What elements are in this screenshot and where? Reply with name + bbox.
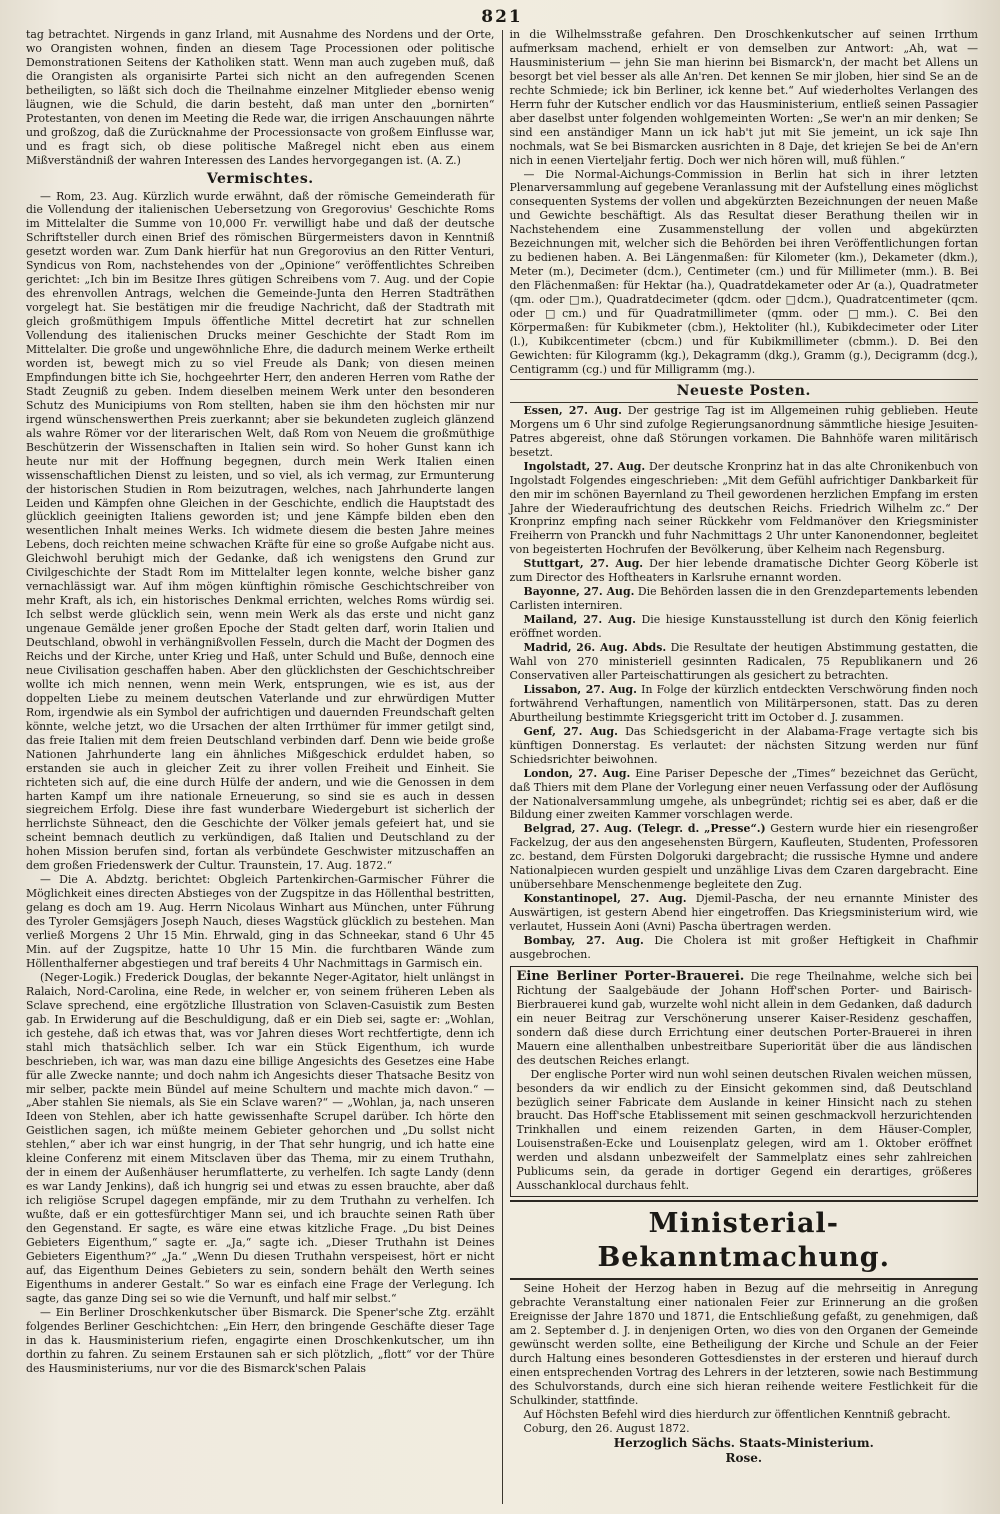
divider [510,1278,979,1280]
news-text: Gestern wurde hier ein riesengroßer Fackelzug, der aus den angesehensten Bürgern, Kaufleuten, Studenten, Professoren zc. bestand, dem Fürsten Dolgoruki dargebracht; die russische Hymne und andere Nationalpiecen wurden gespielt und unzählige Livas dem Czaren dargebracht. Eine unübersehbare Menschenmenge begleitete den Zug. [509,822,978,892]
news-dateline: London, 27. Aug. [523,766,631,780]
news-text: In Folge der kürzlich entdeckten Verschwörung finden noch fortwährend Verhaftungen, namentlich von Militärpersonen, statt. Das zu deren Aburtheilung bestimmte Kriegsgericht tritt im October d. J. zusammen. [509,682,978,724]
news-dateline: Madrid, 26. Aug. Abds. [523,641,667,655]
news-post [510,460,979,558]
news-dateline: Ingolstadt, 27. Aug. [523,459,646,473]
news-text: Die Resultate der heutigen Abstimmung gestatten, die Wahl von 270 ministeriell gesinnten Radicalen, 75 Republikanern und 26 Conservativen aller Parteischattirungen als gesichert zu betrachten. [509,641,978,682]
news-text: Der gestrige Tag ist im Allgemeinen ruhig geblieben. Heute Morgens um 6 Uhr sind zufolge Regierungsanordnung sämmtliche hiesige Jesuiten-Patres abgereist, ohne daß Störungen vorkamen. Die Bahnhöfe waren militärisch besetzt. [509,403,978,459]
news-dateline: Belgrad, 27. Aug. (Telegr. d. „Presse“.) [523,822,766,836]
news-text: Der hier lebende dramatische Dichter Georg Köberle ist zum Director des Hoftheaters in Karlsruhe ernannt worden. [509,557,978,585]
news-dateline: Stuttgart, 27. Aug. [523,557,644,571]
news-dateline: Bayonne, 27. Aug. [523,585,635,599]
section-heading-miscellaneous: Vermischtes. [206,170,314,187]
article-berlin-coachman: — Ein Berliner Droschkenkutscher über Bismarck. Die Spener'sche Ztg. erzählt folgendes Berliner Geschichtchen: „Ein Herr, den bringende Geschäfte dieser Tage in das k. Hausministerium riefen, engagirte einen Droschkenkutscher, um ihn dorthin zu fahren. Zu seinem Erstaunen sah er sich plötzlich, „flott“ vor der Thüre des Hausministeriums, nur vor die des Bismarck'schen Palais [26,1305,495,1375]
divider [510,402,979,403]
news-post [510,767,979,823]
announcement-authority: Herzoglich Sächs. Staats-Ministerium. [613,1435,874,1450]
news-dateline: Bombay, 27. Aug. [523,934,644,948]
announcement-signature: Rose. [725,1450,763,1465]
news-post [510,641,979,683]
news-dateline: Mailand, 27. Aug. [523,613,636,627]
article-negro-logic: (Neger-Logik.) Frederick Douglas, der bekannte Neger-Agitator, hielt unlängst in Ralaich, Nord-Carolina, eine Rede, in welcher er, von seinem früheren Leben als Sclave sprechend, eine ergötzliche Illustration von Sclaven-Casuistik zum Besten gab. In Erwiderung auf die Beschuldigung, daß er ein Dieb sei, sagte er: „Wohlan, ich gestehe, daß ich etwas that, was vor Jahren dieses Wort rechtfertigte, denn ich stahl mich thatsächlich selber. Ich war ein Stück Eigenthum, ich wurde beschrieben, ich war, was man dazu eine billige Angesichts des Gesetzes eine Habe für alle Zwecke nannte; und doch nahm ich Angesichts dieser Thatsache Besitz von mir selber, packte mein Bündel auf meine Schultern und machte mich davon.“ — „Aber stahlen Sie niemals, als Sie ein Sclave waren?“ — „Wohlan, ja, nach unseren Ideen von Stehlen, aber ich hatte gewissenhafte Scrupel darüber. Ich hörte den Geistlichen sagen, ich müßte meinem Gebieter gehorchen und „Du sollst nicht stehlen,“ aber ich war einst hungrig, in der That sehr hungrig, und ich hatte eine kleine Conferenz mit einem Mitsclaven über das Thema, mir zu einem Truthahn, der in einem der Außenhäuser herumflatterte, zu verhelfen. Ich sagte Landy (denn es war Landy Jenkins), daß ich hungrig sei und etwas zu essen brauchte, aber daß ich religiöse Scrupel dagegen empfände, mir zu dem Truthahn zu verhelfen. Ich wußte, daß er ein gottesfürchtiger Mann sei, und ich brauchte seinen Rath über den Gegenstand. Er sagte, es wäre eine etwas kitzliche Frage. „Du bist Deines Gebieters Eigenthum,“ sagte er. „Ja,“ sagte ich. „Dieser Truthahn ist Deines Gebieters Eigenthum?“ „Ja.“ „Wenn Du diesen Truthahn verspeisest, hört er nicht auf, das Eigenthum Deines Gebieters zu sein, sondern behält den Werth seines Eigenthums in anderer Gestalt.“ So war es einfach eine Frage der Verlegung. Ich sagte, das ganze Ding sei so wie die Vernunft, und half mir selbst.“ [26,970,495,1305]
news-text: Die Cholera ist mit großer Heftigkeit in Chafhmir ausgebrochen. [509,934,978,961]
section-heading-latest-news: Neueste Posten. [676,382,811,399]
news-text: Eine Pariser Depesche der „Times“ bezeichnet das Gerücht, daß Thiers mit dem Plane der Vorlegung einer neuen Verfassung oder der Auflösung der Nationalversammlung umgehe, als unbegründet; richtig sei es aber, daß er die Bildung einer zweiten Kammer vorschlagen werde. [509,766,978,822]
news-post [510,683,979,725]
irish-report-end: tag betrachtet. Nirgends in ganz Irland, mit Ausnahme des Nordens und der Orte, wo Orangisten wohnen, finden an diesem Tage Processionen oder politische Demonstrationen Seitens der Katholiken statt. Wenn man auch zugeben muß, daß die Orangisten als organisirte Partei sich nicht an den aufregenden Scenen betheiligten, so läßt sich doch die Theilnahme einzelner Mitglieder ebenso wenig läugnen, wie die Schuld, die darin besteht, daß man unter den „bornirten“ Protestanten, von denen im Meeting die Rede war, die irrigen Anschauungen nährte und großzog, daß die Zurücknahme der Processionsacte von großem Einflusse war, und es fragt sich, ob diese politische Maßregel nicht eben aus einem Mißverständniß der wahren Interessen des Landes hervorgegangen ist. (A. Z.) [26,28,495,167]
news-post [510,557,979,585]
news-post [510,934,979,962]
news-post [510,725,979,767]
article-zugspitze: — Die A. Abdztg. berichtet: Obgleich Partenkirchen-Garmischer Führer die Möglichkeit eines directen Abstieges von der Zugspitze in das Höllenthal bestritten, gelang es doch am 19. Aug. Herrn Nicolaus Winhart aus München, unter Führung des Tyroler Gemsjägers Joseph Nauch, dieses Wagstück glücklich zu bestehen. Man verließ Morgens 2 Uhr 15 Min. Ehrwald, ging in das Schneekar, stand 6 Uhr 45 Min. auf der Zugspitze, hatte 10 Uhr 15 Min. die furchtbaren Wände zum Höllenthalferner abgestiegen und traf bereits 4 Uhr Nachmittags in Garmisch ein. [26,873,495,970]
news-text: Djemil-Pascha, der neu ernannte Minister des Auswärtigen, ist gestern Abend hier eingetroffen. Das Kriegsministerium wird, wie verlautet, Hussein Aoni (Avni) Pascha übertragen werden. [509,892,978,934]
ad-paragraph [517,970,973,1068]
advertisement-box [510,966,979,1197]
news-dateline: Genf, 27. Aug. [523,724,618,738]
berlin-coachman-continued: in die Wilhelmsstraße gefahren. Den Droschkenkutscher auf seinen Irrthum aufmerksam machend, erhielt er von demselben zur Antwort: „Ah, wat — Hausministerium — jehn Sie man hierinn bei Bismarck'n, der macht bet Allens un besorgt bet viel besser als alle An'ren. Det kennen Se mir jloben, hier sind Se an de rechte Schmiede; ick bin Berliner, ick kenne bet.“ Auf wiederholtes Verlangen des Herrn fuhr der Kutscher endlich vor das Hausministerium, entließ seinen Passagier aber daselbst unter folgenden wohlgemeinten Worten: „Se wer'n an mir denken; Se sind een anständiger Mann un ick hab't jut mit Sie jemeint, un ick saje Ihn nochmals, wat Se bei Bismarcken ausrichten in 8 Daje, det kriejen Se bei de An'ern nich in eenen Vierteljahr fertig. Doch wer nich hören will, muß fühlen.“ [509,28,978,167]
news-text: Die hiesige Kunstausstellung ist durch den König feierlich eröffnet worden. [509,613,978,641]
divider [510,1200,979,1202]
news-dateline: Konstantinopel, 27. Aug. [523,892,687,906]
news-post [510,613,979,641]
divider [510,379,979,380]
news-post [510,585,979,613]
announcement-order: Auf Höchsten Befehl wird dies hierdurch zur öffentlichen Kenntniß gebracht. [523,1407,951,1421]
right-column [503,28,979,1504]
news-dateline: Lissabon, 27. Aug. [523,682,637,696]
article-measures-commission: — Die Normal-Aichungs-Commission in Berlin hat sich in ihrer letzten Plenarversammlung auf gegebene Veranlassung mit der Aufstellung eines möglichst consequenten Systems der vollen und abgekürzten Bezeichnungen der neuen Maße und Gewichte beschäftigt. Als das Resultat dieser Berathung theilen wir in Nachstehendem eine Zusammenstellung der vollen und abgekürzten Bezeichnungen mit, welcher sich die Behörden bei ihren Veröffentlichungen fortan zu bedienen haben. A. Bei Längenmaßen: für Kilometer (km.), Dekameter (dkm.), Meter (m.), Decimeter (dcm.), Centimeter (cm.) und für Millimeter (mm.). B. Bei den Flächenmaßen: für Hektar (ha.), Quadratdekameter oder Ar (a.), Quadratmeter (qm. oder □m.), Quadratdecimeter (qdcm. oder □dcm.), Quadratcentimeter (qcm. oder □cm.) und für Quadratmillimeter (qmm. oder □mm.). C. Bei den Körpermaßen: für Kubikmeter (cbm.), Hektoliter (hl.), Kubikdecimeter oder Liter (l.), Kubikcentimeter (cbcm.) und für Kubikmillimeter (cbmm.). D. Bei den Gewichten: für Kilogramm (kg.), Dekagramm (dkg.), Gramm (g.), Decigramm (dcg.), Centigramm (cg.) und für Milligramm (mg.). [509,167,978,376]
ad-title: Eine Berliner Porter-Brauerei. [516,968,745,984]
page-number: 821 [481,7,523,27]
announcement-title: Ministerial-Bekanntmachung. [597,1208,891,1274]
news-text: Der deutsche Kronprinz hat in das alte Chronikenbuch von Ingolstadt Folgendes eingeschrieben: „Mit dem Gefühl aufrichtiger Dankbarkeit für den mir im schönen Bayernland zu Theil gewordenen herzlichen Empfang im ersten Jahre der Wiederaufrichtung des deutschen Reichs. Friedrich Wilhelm zc.“ Der Kronprinz empfing nach seiner Rückkehr vom Feldmanöver den Kriegsminister Freiherrn von Pranckh und fuhr Nachmittags 2 Uhr unter Kanonendonner, begleitet von begeisterten Hochrufen der Bevölkerung, über Kelheim nach Regensburg. [509,459,978,557]
news-text: Das Schiedsgericht in der Alabama-Frage vertagte sich bis künftigen Donnerstag. Es verlautet: der nächsten Sitzung werden nur fünf Schiedsrichter beiwohnen. [509,724,978,766]
announcement-body: Seine Hoheit der Herzog haben in Bezug auf die mehrseitig in Anregung gebrachte Veranstaltung einer nationalen Feier zur Erinnerung an die großen Ereignisse der Jahre 1870 und 1871, die Entschließung gefaßt, zu genehmigen, daß am 2. September d. J. in denjenigen Orten, wo dies von den Organen der Gemeinde gewünscht werden sollte, eine Betheiligung der Kirche und Schule an der Feier durch Haltung eines besonderen Gottesdienstes in der ersteren und hierauf durch einen entsprechenden Vortrag des Lehrers in der letzteren, sowie nach Bestimmung des Schulvorstands, durch eine sich hieran reihende weitere Festlichkeit für die Schulkinder, stattfinde. [509,1282,978,1407]
news-post [510,404,979,460]
news-post [510,892,979,934]
ad-paragraph-2: Der englische Porter wird nun wohl seinen deutschen Rivalen weichen müssen, besonders da wir endlich zu der Einsicht gekommen sind, daß Deutschland bezüglich seiner Fabricate dem Auslande in keiner Hinsicht nach zu stehen braucht. Das Hoff'sche Etablissement mit seinen geschmackvoll herzurichtenden Trinkhallen und einem reizenden Garten, in dem Häuser-Compler, Louisenstraßen-Ecke und Louisenplatz gelegen, wird am 1. Oktober eröffnet werden und alsdann unbezweifelt der Sammelplatz eines sehr zahlreichen Publicums sein, da gerade in dortiger Gegend ein derartiges, größeres Ausschanklocal durchaus fehlt. [516,1067,972,1193]
columns [26,28,978,1504]
left-column [26,28,502,1504]
news-text: Die Behörden lassen die in den Grenzdepartements lebenden Carlisten interniren. [509,585,978,613]
ad-text: Die rege Theilnahme, welche sich bei Richtung der Saalgebäude der Johann Hoff'schen Porter- und Bairisch-Bierbrauerei kund gab, wurzelte wohl nicht allein in dem Gedanken, daß dadurch ein neuer Beitrag zur Verschönerung unserer Kaiser-Residenz geschaffen, sondern daß diese durch Errichtung einer deutschen Porter-Brauerei in ihren Mauern eine allenthalben unbestreitbare Superiorität über die aus ländischen des deutschen Reiches erlangt. [516,969,973,1067]
news-posts-list [510,404,979,962]
announcement-place-date: Coburg, den 26. August 1872. [523,1421,690,1435]
news-post [510,822,979,892]
article-rome-gregorovius: — Rom, 23. Aug. Kürzlich wurde erwähnt, daß der römische Gemeinderath für die Vollendung der italienischen Uebersetzung von Gregorovius' Geschichte Roms im Mittelalter die Summe von 10,000 Fr. verwilligt habe und daß der deutsche Schriftsteller durch einen Brief des römischen Bürgermeisters davon in Kenntniß gesetzt worden war. Zum Dank hierfür hat nun Gregorovius an den Ritter Venturi, Syndicus von Rom, nachstehendes von der „Opinione“ veröffentlichtes Schreiben gerichtet: „Ich bin im Besitze Ihres gütigen Schreibens vom 7. Aug. und der Copie des ehrenvollen Antrags, welchen die Gemeinde-Junta den Herren Stadträthen vorgelegt hat. Sie bestätigen mir die freudige Nachricht, daß der Stadtrath mit gleich großmüthigem Impuls öffentliche Mittel decretirt hat zur schnellen Vollendung des italienischen Drucks meiner Geschichte der Stadt Rom im Mittelalter. Die große und ungewöhnliche Ehre, die dadurch meinem Werke ertheilt worden ist, bewegt mich zu so viel Freude als Dank; von diesen meinen Empfindungen bitte ich Sie, hochgeehrter Herr, den anderen Herren vom Rathe der Stadt Zeugniß zu geben. Indem dieselben meinem Werk unter den besonderen Schutz des Municipiums von Rom stellten, haben sie ihm den höchsten mir nur irgend wünschenswerthen Preis zuerkannt; aber sie bekundeten zugleich glänzend als wahre Römer vor der literarischen Welt, daß Rom von Neuem die großmüthige Beschützerin der Wissenschaften in Italien sein wird. So hoher Gunst kann ich heute nur mit der Hoffnung begegnen, durch mein Werk Italien einen wissenschaftlichen Dienst zu leisten, und so viel, als ich vermag, zur Ermunterung der historischen Studien in Rom beizutragen, welches, nach Jahrhunderte langen Leiden und Kämpfen ohne Gleichen in der Geschichte, endlich die Hauptstadt des glücklich geeinigten Italiens geworden ist; und jene Kämpfe bilden eben den wesentlichen Inhalt meines Werks. Ich widmete diesem die besten Jahre meines Lebens, doch reichten meine schwachen Kräfte für eine so große Aufgabe nicht aus. Gleichwohl beruhigt mich der Gedanke, daß ich wenigstens den Grund zur Civilgeschichte der Stadt Rom im Mittelalter legen konnte, welche bisher ganz vernachlässigt war. Auf ihm mögen künftighin römische Geschichtschreiber von mehr Kraft, als ich, ein historisches Denkmal errichten, welches Roms würdig sei. Ich selbst werde glücklich sein, wenn mein Werk als das erste und nicht ganz ungenaue Gemälde jener großen Epoche der Stadt gelten darf, worin Italien und Deutschland, obwohl in verhängnißvollen Fesseln, durch die Macht der Dogmen des Reichs und der Kirche, unter Krieg und Haß, unter Schuld und Buße, dennoch eine neue Civilisation geschaffen haben. Aber den glücklichsten der Geschichtschreiber wollte ich mich nennen, wenn mein Werk, entsprungen, wie es ist, aus der doppelten Liebe zu meinem deutschen Vaterlande und zur ehrwürdigen Mutter Rom, irgendwie als ein Symbol der aufrichtigen und dauernden Freundschaft gelten könnte, welche jetzt, wo die Ursachen der alten Irrthümer für immer getilgt sind, das freie Italien mit dem freien Deutschland verbinden darf. Denn wie beide große Nationen Jahrhunderte lang ein ähnliches Mißgeschick erduldet haben, so erstanden sie auch in gleicher Zeit zu ihrer vollen Freiheit und Einheit. Sie richteten sich auf, die eine durch Hülfe der andern, und wie die Genossen in dem harten Kampf um ihre nationale Erneuerung, so sind sie es auch in dessen siegreichem Erfolg. Diese ihre fast wunderbare Wiedergeburt ist sicherlich der herrlichste Sühneact, den die Geschichte der Völker jemals gefeiert hat, und sie scheint bemnach deutlich zu verkündigen, daß Italien und Deutschland zu der hohen Mission berufen sind, fortan als verbündete Geschwister mitzuschaffen an dem großen Friedenswerk der Cultur. Traunstein, 17. Aug. 1872.“ [26,189,495,873]
news-dateline: Essen, 27. Aug. [523,403,622,417]
